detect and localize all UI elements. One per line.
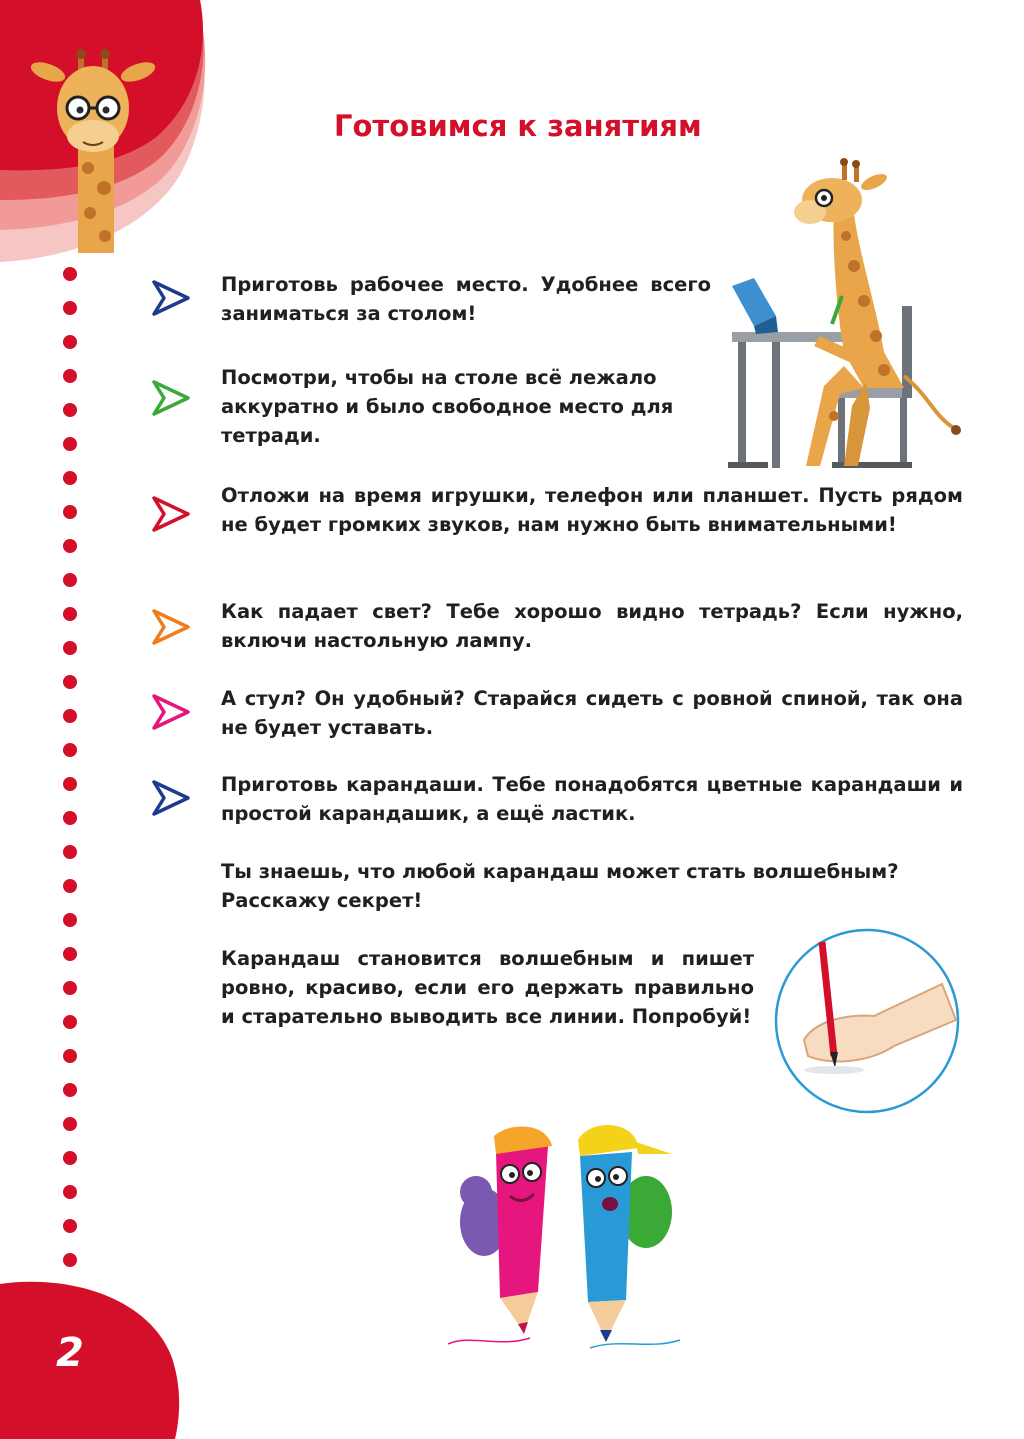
list-item: Как падает свет? Тебе хорошо видно тетрадь? Если нужно, включи настольную лампу. (221, 600, 963, 652)
arrowhead-icon (150, 607, 190, 647)
list-item: Отложи на время игрушки, телефон или планшет. Пусть рядом не будет громких звуков, нам нужно быть внимательными! (221, 484, 963, 536)
closing-paragraph: Карандаш становится волшебным и пишет ровно, красиво, если его держать правильно и старательно выводить все линии. Попробуй! (221, 947, 754, 1028)
arrowhead-icon (150, 692, 190, 732)
arrowhead-icon (150, 278, 190, 318)
list-item: Посмотри, чтобы на столе всё лежало аккуратно и было свободное место для тетради. (221, 366, 674, 447)
list-item: Приготовь рабочее место. Удобнее всего заниматься за столом! (221, 273, 711, 325)
giraffe-icon (28, 48, 158, 253)
page-number: 2 (56, 1330, 84, 1376)
giraffe-at-desk-illustration (724, 156, 964, 472)
list-item: Приготовь карандаши. Тебе понадобятся цветные карандаши и простой карандашик, а ещё ластик. (221, 773, 963, 825)
list-item: А стул? Он удобный? Старайся сидеть с ровной спиной, так она не будет уставать. (221, 687, 963, 739)
arrowhead-icon (150, 494, 190, 534)
pencil-characters-illustration (440, 1112, 694, 1356)
page-title: Готовимся к занятиям (334, 109, 702, 143)
hand-with-pencil-illustration (774, 928, 960, 1114)
closing-paragraph: Ты знаешь, что любой карандаш может стать волшебным? Расскажу секрет! (221, 860, 899, 912)
arrowhead-icon (150, 378, 190, 418)
arrowhead-icon (150, 778, 190, 818)
